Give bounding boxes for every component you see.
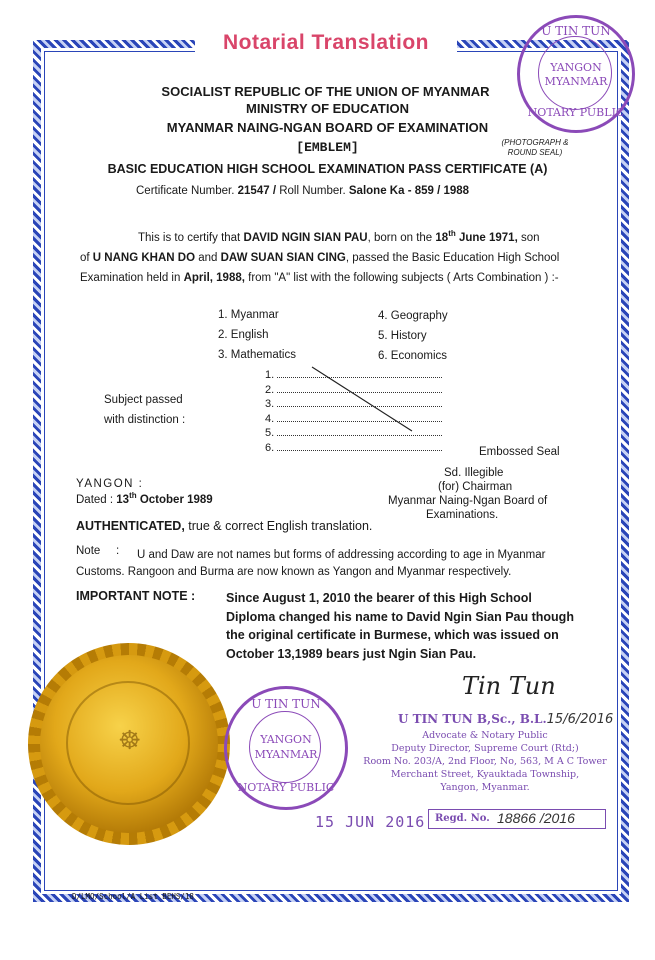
note-separator: : [116, 545, 120, 557]
strike-line [310, 365, 420, 435]
notary-stamp-bottom [224, 686, 348, 810]
subjects-right [378, 306, 448, 366]
stamp-center1: YANGON [550, 61, 602, 74]
distinction-row: 3. [265, 396, 442, 411]
subject-item: 3. Mathematics [218, 349, 296, 361]
stamp-top-text: U TIN TUN [541, 24, 611, 38]
subjects-left [218, 305, 296, 365]
student-name: DAVID NGIN SIAN PAU [243, 231, 368, 244]
cert-number: 21547 / [237, 185, 277, 197]
embossed-seal-label: Embossed Seal [479, 446, 560, 458]
roll-number: Salone Ka - 859 / 1988 [348, 185, 470, 197]
regd-box [428, 809, 606, 829]
subject-item: 4. Geography [378, 310, 448, 322]
regd-label: Regd. No. [435, 813, 490, 824]
distinction-row: 4. [265, 411, 442, 426]
stamp-bottom-text: NOTARY PUBLIC [527, 106, 625, 119]
stamp-center1: YANGON [260, 733, 312, 746]
note-label: Note [76, 545, 101, 557]
footer-reference: D/LMO/School/A List BEHS/18 [72, 892, 194, 901]
photo-note: (PHOTOGRAPH & ROUND SEAL) [501, 138, 569, 157]
distinction-label: Subject passed with distinction : [104, 394, 186, 426]
authenticated-line: AUTHENTICATED, true & correct English translation. [76, 519, 373, 533]
notary-details: Advocate & Notary Public Deputy Director, Supreme Court (Rtd;) Room No. 203/A, 2nd Floor, No, 563, M A C Tower Merchant Street, Kyauktada Township, Yangon, Myanmar. [363, 730, 607, 793]
stamp-center2: MYANMAR [254, 748, 318, 761]
distinction-row: 5. [265, 425, 442, 440]
dated: Dated : 13th October 1989 [76, 491, 213, 506]
stamp-center2: MYANMAR [544, 75, 608, 88]
signature: Tin Tun [462, 672, 556, 700]
certificate-line [136, 185, 469, 197]
emblem-label: [EMBLEM] [296, 140, 359, 155]
exam-date: April, 1988, [183, 271, 245, 284]
signer-block: Sd. Illegible (for) Chairman Myanmar Naing-Ngan Board of Examinations. [388, 467, 548, 521]
subject-item: 1. Myanmar [218, 309, 279, 321]
certification-paragraph: This is to certify that DAVID NGIN SIAN PAU, born on the 18th June 1971, son of U NANG KHAN DO and DAW SUAN SIAN CING, passed the Basic Education High School Examination held in April, 1988, from "A" list with the following subjects ( Arts Combination ) :- [80, 229, 560, 284]
stamp-bottom-text: NOTARY PUBLIC [237, 781, 335, 794]
subject-item: 5. History [378, 330, 427, 342]
subject-item: 6. Economics [378, 350, 448, 362]
certificate-title: BASIC EDUCATION HIGH SCHOOL EXAMINATION PASS CERTIFICATE (A) [107, 162, 548, 176]
date-stamp: 15 JUN 2016 [315, 813, 426, 831]
subject-item: 2. English [218, 329, 269, 341]
gold-seal: ☸ [40, 655, 218, 833]
document-title: Notarial Translation [222, 31, 430, 54]
note-text-line2: Customs. Rangoon and Burma are now known as Yangon and Myanmar respectively. [76, 566, 512, 578]
title-banner [195, 29, 457, 57]
place: YANGON : [76, 478, 144, 490]
header-line2: MINISTRY OF EDUCATION [246, 101, 409, 116]
header-line1: SOCIALIST REPUBLIC OF THE UNION OF MYANMAR [161, 84, 490, 99]
important-note-label: IMPORTANT NOTE : [76, 589, 196, 603]
important-note-text: Since August 1, 2010 the bearer of this High School Diploma changed his name to David Ngin Sian Pau though the original certificate in Burmese, which was issued on October 13,1989 bears just Ngin Sian Pau. [226, 591, 574, 661]
stamp-top-text: U TIN TUN [251, 697, 321, 711]
distinction-row: 6. [265, 440, 442, 455]
roll-number-label: Roll Number. [279, 185, 346, 197]
cert-number-label: Certificate Number. [136, 185, 235, 197]
mother-name: DAW SUAN SIAN CING [220, 251, 346, 264]
notary-name: U TIN TUN B,Sc., B.L.15/6/2016 [398, 712, 614, 727]
father-name: U NANG KHAN DO [92, 251, 196, 264]
note-text: U and Daw are not names but forms of addressing according to age in Myanmar [137, 549, 546, 561]
distinction-row: 2. [265, 382, 442, 397]
header-line3: MYANMAR NAING-NGAN BOARD OF EXAMINATION [166, 120, 489, 135]
regd-number: 18866 /2016 [497, 810, 575, 826]
handwritten-date: 15/6/2016 [546, 712, 614, 727]
distinction-row: 1. [265, 367, 442, 382]
